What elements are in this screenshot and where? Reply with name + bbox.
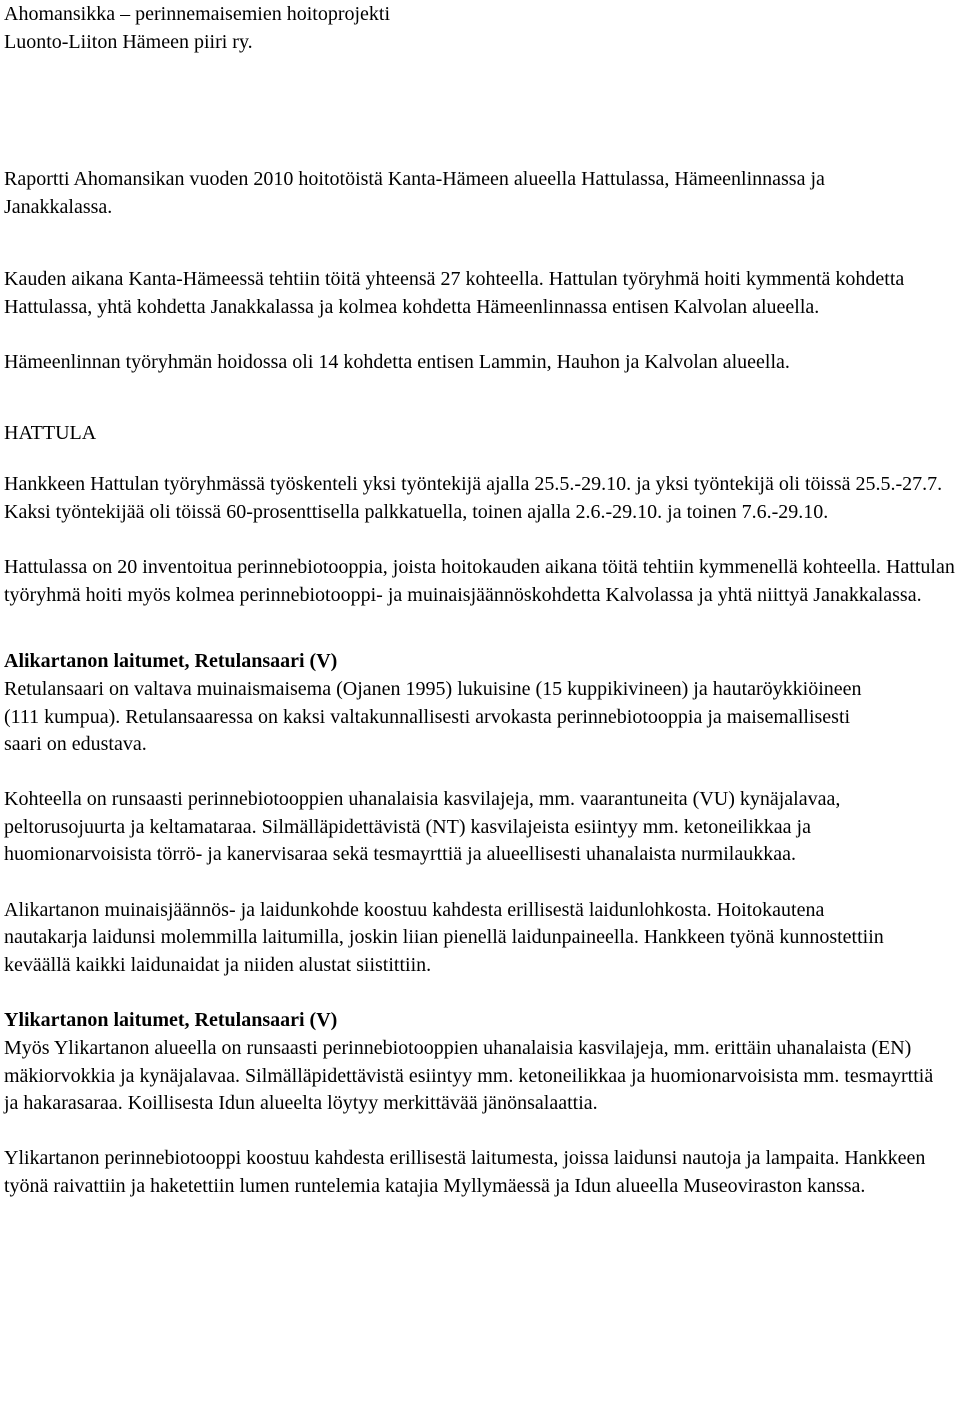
alikartano-paragraph-3: Alikartanon muinaisjäännös- ja laidunkohde koostuu kahdesta erillisestä laidunlohkosta. Hoitokautena nautakarja laidunsi molemmilla laitumilla, joskin liian pienellä laidunpaineella. Hankkeen työnä kunnostettiin keväällä kaikki laidunaidat ja niiden alustat siistittiin. xyxy=(4,898,884,976)
header-project-line: Ahomansikka – perinnemaisemien hoitoprojekti xyxy=(4,3,391,25)
alikartano-paragraph-1: Retulansaari on valtava muinaismaisema (Ojanen 1995) lukuisine (15 kuppikivineen) ja hautaröykkiöineen (111 kumpua). Retulansaaressa on kaksi valtakunnallisesti arvokasta perinnebiotooppia ja maisemallisesti saari on edustava. xyxy=(4,677,862,756)
intro-paragraph-2: Hämeenlinnan työryhmän hoidossa oli 14 kohdetta entisen Lammin, Hauhon ja Kalvolan alueella. xyxy=(4,351,790,374)
report-title: Raportti Ahomansikan vuoden 2010 hoitotöistä Kanta-Hämeen alueella Hattulassa, Hämeenlinnassa ja Janakkalassa. xyxy=(4,168,825,218)
hattula-paragraph-2: Hattulassa on 20 inventoitua perinnebiotooppia, joista hoitokauden aikana töitä tehtiin kymmenellä kohteella. Hattulan työryhmä hoiti myös kolmea perinnebiotooppi- ja muinaisjäännöskohdetta Kalvolassa ja yhtä niittyä Janakkalassa. xyxy=(4,556,955,606)
ylikartano-paragraph-1: Myös Ylikartanon alueella on runsaasti perinnebiotooppien uhanalaisia kasvilajeja, mm. erittäin uhanalaista (EN) mäkiorvokkia ja kynäjalavaa. Silmälläpidettävistä esiintyy mm. ketoneilikkaa ja huomionarvoisista mm. tesmayrttiä ja hakarasaraa. Koillisesta Idun alueelta löytyy merkittävää jänönsalaattia. xyxy=(4,1037,934,1115)
subsection-heading-alikartano: Alikartanon laitumet, Retulansaari (V) xyxy=(4,650,338,673)
document-page xyxy=(4,1,956,1201)
intro-paragraph-1: Kauden aikana Kanta-Hämeessä tehtiin töitä yhteensä 27 kohteella. Hattulan työryhmä hoiti kymmentä kohdetta Hattulassa, yhtä kohdetta Janakkalassa ja kolmea kohdetta Hämeenlinnassa entisen Kalvolan alueella. xyxy=(4,268,905,318)
document-header xyxy=(4,1,956,56)
subsection-heading-ylikartano: Ylikartanon laitumet, Retulansaari (V) xyxy=(4,1009,338,1032)
ylikartano-paragraph-2: Ylikartanon perinnebiotooppi koostuu kahdesta erillisestä laitumesta, joissa laidunsi nautoja ja lampaita. Hankkeen työnä raivattiin ja haketettiin lumen runtelemia katajia Myllymäessä ja Idun alueella Museoviraston kanssa. xyxy=(4,1147,926,1197)
alikartano-paragraph-2: Kohteella on runsaasti perinnebiotooppien uhanalaisia kasvilajeja, mm. vaarantuneita (VU) kynäjalavaa, peltorusojuurta ja keltamataraa. Silmälläpidettävistä (NT) kasvilajeista esiintyy mm. ketoneilikkaa ja huomionarvoisista törrö- ja kanervisaraa sekä tesmayrttiä ja alueellisesti uhanalaista nurmilaukkaa. xyxy=(4,788,841,866)
hattula-paragraph-1: Hankkeen Hattulan työryhmässä työskenteli yksi työntekijä ajalla 25.5.-29.10. ja yksi työntekijä oli töissä 25.5.-27.7. Kaksi työntekijää oli töissä 60-prosenttisella palkkatuella, toinen ajalla 2.6.-29.10. ja toinen 7.6.-29.10. xyxy=(4,473,943,523)
section-heading-hattula: HATTULA xyxy=(4,421,97,444)
header-organization-line: Luonto-Liiton Hämeen piiri ry. xyxy=(4,30,253,53)
